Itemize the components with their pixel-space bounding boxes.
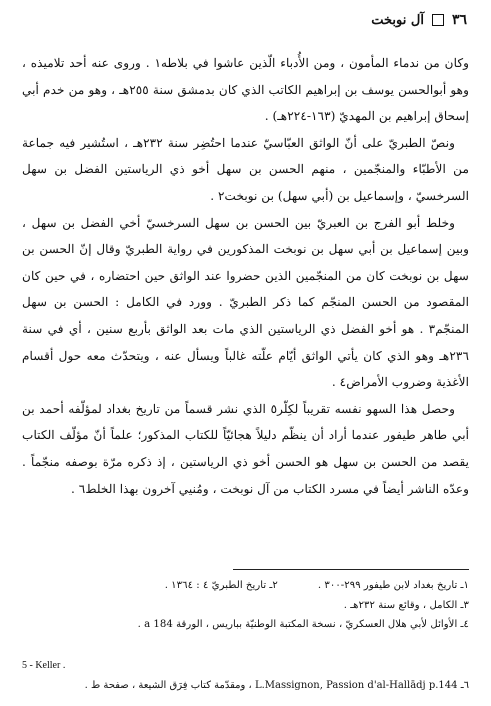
main-text: [22, 50, 469, 502]
paragraph: وخلط أبو الفرج بن العبريّ بين الحسن بن سهل السرخسيّ أخي الفضل بن سهل ، وبين إسماعيل بن أبي سهل بن نوبخت المذكورين في رواية الطبريّ وقال إنّ الحسن بن سهل بن نوبخت كان من المنجّمين الذين حضروا عند الواثق حين احتضاره ، في حين كان المقصود من الحسن المنجّم كما ذكر الطبريّ . وورد في الكامل : الحسن بن سهل المنجّم٣ . هو أخو الفضل ذي الرياستين الذي مات بعد الواثق بأربع سنين ، أي في سنة ٢٣٦هـ وهو الذي كان يأتي الواثق أيّام علّته غالباً ويسأل عنه ، ويتحدّث معه حول أقسام الأغذية وضروب الأمراض٤ .: [22, 215, 469, 390]
page-number: ٣٦: [451, 12, 467, 28]
running-header: [248, 8, 467, 32]
footnotes: [22, 576, 469, 635]
square-ornament-icon: [432, 14, 444, 26]
footnote-5: 5 - Keller .: [22, 660, 66, 671]
footnote-1: ١ـ تاريخ بغداد لابن طيفور ٢٩٩-٣٠٠ .: [317, 580, 469, 591]
footnote-6: ٦ـ L.Massignon, Passion d'al-Hallādj p.144 ، ومقدّمة كتاب فِرَق الشيعة ، صفحة ط .: [84, 680, 469, 691]
paragraph: وكان من ندماء المأمون ، ومن الأُدباء الّذين عاشوا في بلاطه١ . وروى عنه أحد تلاميذه ، وهو أبوالحسن يوسف بن إبراهيم الكاتب الذي كان بدمشق سنة ٢٥٥هـ ، وهو من خدم أبي إسحاق إبراهيم بن المهديّ (١٦٣-٢٢٤هـ) .: [22, 56, 470, 124]
running-title: آل نوبخت: [371, 12, 424, 28]
footnote-3: ٣ـ الكامل ، وقائع سنة ٢٣٢هـ .: [343, 599, 469, 611]
footnote-row: [22, 576, 469, 596]
paragraph: ونصّ الطبريّ على أنّ الواثق العبّاسيّ عندما احتُضِر سنة ٢٣٢هـ ، استُشير فيه جماعة من الأطبّاء والمنجّمين ، منهم الحسن بن سهل أخو ذي الرياستين الفضل بن سهل السرخسيّ ، وإسماعيل بن (أبي سهل) بن نوبخت٢ .: [22, 135, 469, 203]
paragraph: وحصل هذا السهو نفسه تقريباً لكِلّر٥ الذي نشر قسماً من تاريخ بغداد لمؤلّفه أحمد بن أبي طاهر طيفور عندما أراد أن ينظّم دليلاً هجائيّاً للكتاب المذكور؛ علماً أنّ مؤلّف الكتاب يقصد من الحسن بن سهل هو الحسن أخو ذي الرياستين ، إذ ذكره مرّة بوصفه منجّماً . وعدّه الناشر أيضاً في مسرد الكتاب من آل نوبخت ، ومُنيي آخرون بهذا الخلط٦ .: [22, 401, 469, 496]
footnote-4: ٤ـ الأوائل لأبي هلال العسكريّ ، نسخة المكتبة الوطنيّة بباريس ، الورقة 184 a .: [137, 619, 469, 630]
footnote-divider: [233, 569, 469, 570]
footnote-2: ٢ـ تاريخ الطبريّ ٤ : ١٣٦٤ .: [164, 580, 278, 591]
